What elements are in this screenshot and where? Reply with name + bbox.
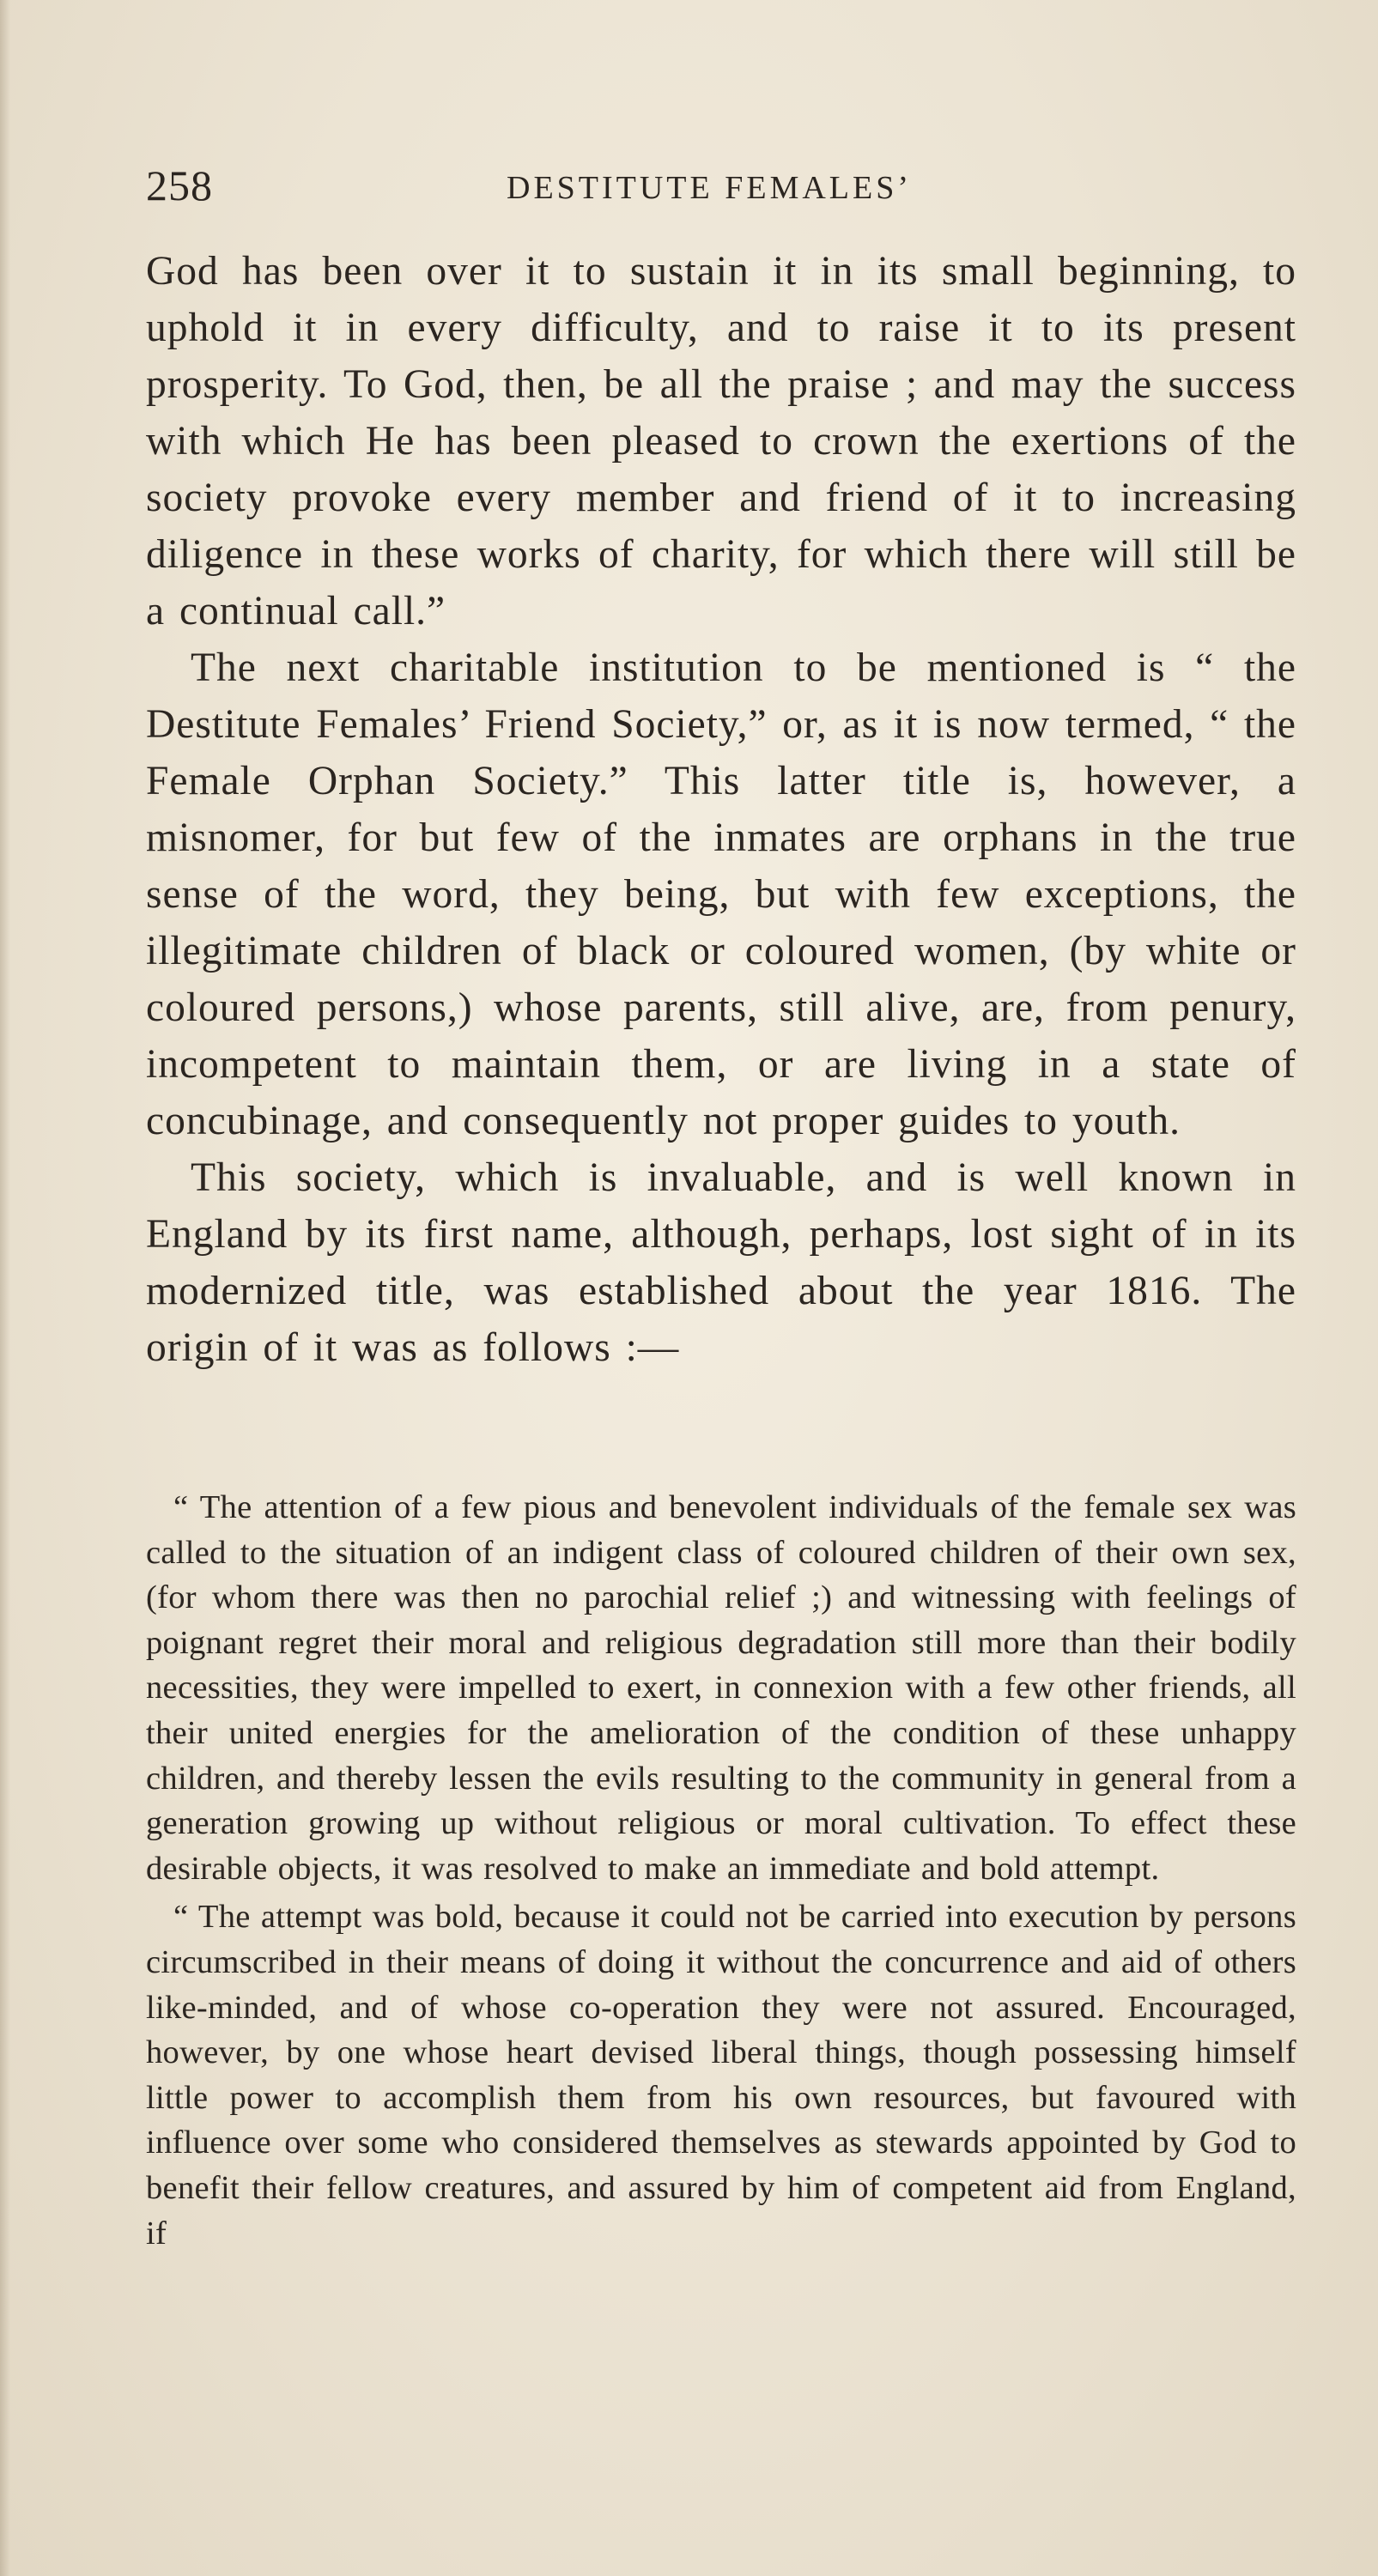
quoted-paragraph: “ The attention of a few pious and benevolent individuals of the female sex was called to the situation of an indigent class of coloured children of their own sex, (for whom there was then no parochial relief ;) and witnessing with feelings of poignant regret their moral and religious degradation still more than their bodily necessities, they were impelled to exert, in connexion with a few other friends, all their united energies for the amelioration of the condition of these unhappy children, and thereby lessen the evils resulting to the community in general from a generation growing up without religious or moral cultivation. To effect these desirable objects, it was resolved to make an immediate and bold attempt. bbox=[146, 1489, 1296, 1887]
paragraph: The next charitable institution to be mentioned is “ the Destitute Females’ Friend Society,” or, as it is now termed, “ the Female Orphan Society.” This latter title is, however, a misnomer, for but few of the inmates are orphans in the true sense of the word, they being, but with few exceptions, the illegitimate children of black or coloured women, (by white or coloured persons,) whose parents, still alive, are, from penury, incompetent to maintain them, or are living in a state of concubinage, and consequently not proper guides to youth. bbox=[146, 646, 1296, 1143]
paragraph: God has been over it to sustain it in its small beginning, to uphold it in every difficulty, and to raise it to its present prosperity. To God, then, be all the praise ; and may the success with which He has been pleased to crown the exertions of the society provoke every member and friend of it to increasing diligence in these works of charity, for which there will still be a continual call.” bbox=[146, 249, 1296, 633]
page-header bbox=[146, 160, 1296, 220]
paragraph: This society, which is invaluable, and is well known in England by its first name, although, perhaps, lost sight of in its modernized title, was established about the year 1816. The origin of it was as follows :— bbox=[146, 1155, 1296, 1370]
quoted-paragraph: “ The attempt was bold, because it could not be carried into execution by persons circumscribed in their means of doing it without the concurrence and aid of others like-minded, and of whose co-operation they were not assured. Encouraged, however, by one whose heart devised liberal things, though possessing himself little power to accomplish them from his own resources, but favoured with influence over some who considered themselves as stewards appointed by God to benefit their fellow creatures, and assured by him of competent aid from England, if bbox=[146, 1899, 1296, 2252]
page-number: 258 bbox=[146, 161, 213, 209]
running-head: DESTITUTE FEMALES’ bbox=[507, 170, 913, 206]
page-edge-shadow bbox=[0, 0, 10, 2576]
body-text bbox=[146, 243, 1296, 1376]
quotation-block bbox=[146, 1485, 1296, 2256]
